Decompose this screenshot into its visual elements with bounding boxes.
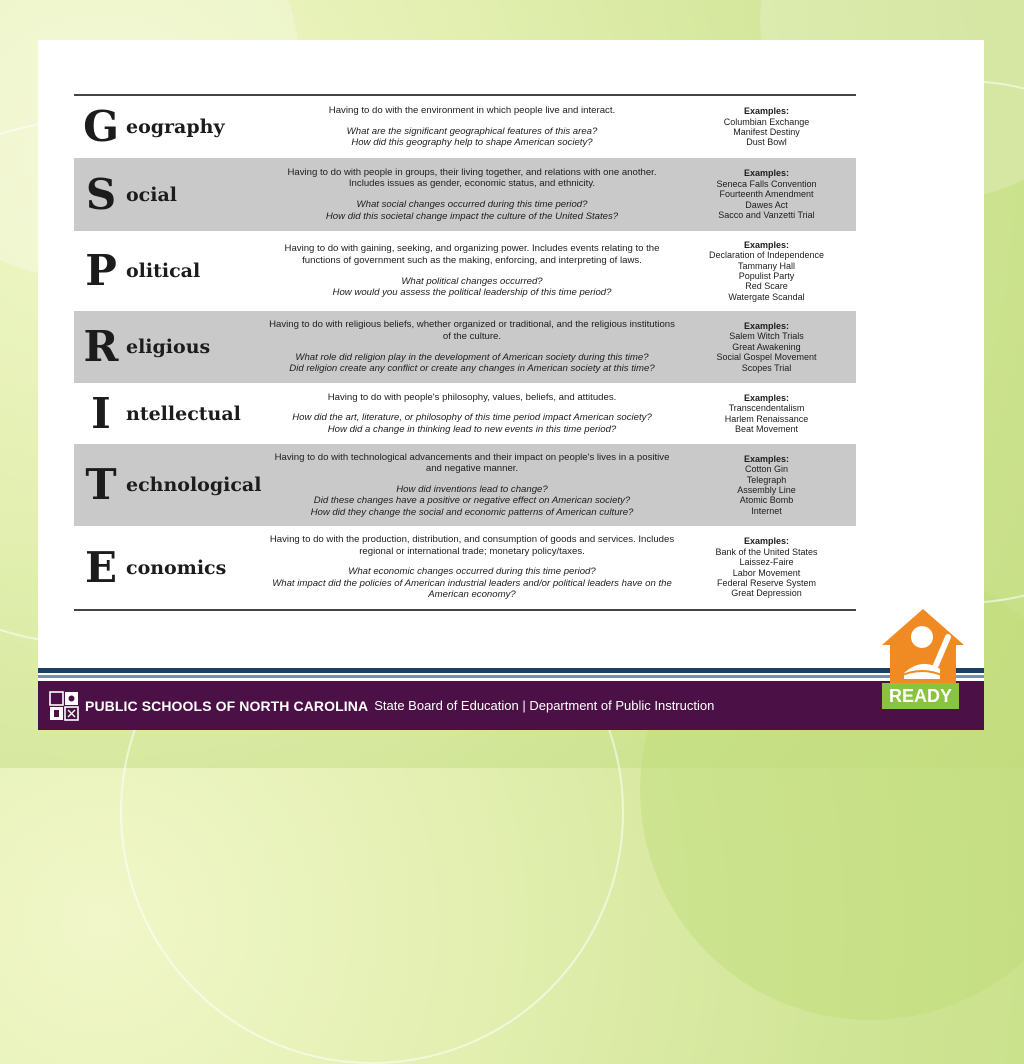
examples-heading: Examples:	[743, 106, 790, 117]
theme-term	[74, 169, 267, 219]
examples-list	[677, 321, 856, 373]
table-row	[74, 383, 856, 444]
guiding-question: What are the significant geographical features of this area?	[346, 125, 598, 137]
theme-initial-letter: I	[91, 388, 111, 438]
table-row	[74, 526, 856, 609]
example-item: Populist Party	[738, 271, 795, 281]
guiding-question: What role did religion play in the development of American society during this time?	[295, 351, 649, 363]
footer-org-name: PUBLIC SCHOOLS OF NORTH CAROLINA	[85, 697, 369, 714]
guiding-question: How would you assess the political leadership of this time period?	[332, 287, 612, 299]
theme-word-rest: eligious	[126, 336, 211, 358]
footer-subtitle: State Board of Education | Department of Public Instruction	[374, 698, 715, 713]
guiding-question: How did the art, literature, or philosophy of this time period impact American society?	[292, 412, 652, 424]
example-item: Scopes Trial	[741, 362, 792, 373]
footer-bar	[38, 681, 984, 730]
theme-term	[74, 460, 267, 509]
theme-definition: Having to do with the environment in which people live and interact.	[328, 105, 616, 117]
guiding-question: How did inventions lead to change?	[396, 483, 548, 495]
examples-heading: Examples:	[743, 536, 790, 547]
theme-word-rest: conomics	[126, 556, 227, 579]
theme-description	[267, 392, 677, 436]
theme-term	[74, 542, 267, 592]
theme-initial-letter: T	[85, 460, 117, 509]
example-item: Great Depression	[731, 588, 802, 599]
example-item: Seneca Falls Convention	[716, 178, 817, 189]
example-item: Bank of the United States	[715, 546, 818, 557]
example-item: Internet	[751, 505, 782, 516]
slide-panel	[38, 40, 984, 730]
guiding-question: What political changes occurred?	[401, 275, 543, 287]
example-item: Social Gospel Movement	[716, 352, 817, 363]
theme-initial-letter: R	[83, 322, 119, 371]
guiding-question: How did this geography help to shape American society?	[351, 137, 593, 149]
footer-divider	[38, 668, 984, 678]
example-item: Dawes Act	[745, 199, 788, 210]
table-row	[74, 158, 856, 231]
theme-definition: Having to do with people's philosophy, values, beliefs, and attitudes.	[327, 391, 617, 403]
ready-logo	[878, 607, 968, 715]
example-item: Columbian Exchange	[723, 116, 810, 127]
theme-description	[267, 243, 677, 298]
guiding-question: Did these changes have a positive or negative effect on American society?	[313, 495, 631, 507]
theme-word-rest: echnological	[126, 474, 262, 496]
theme-definition: Having to do with the production, distribution, and consumption of goods and services. Includes regional or international trade; monetary policy/taxes.	[269, 534, 675, 557]
examples-list	[677, 106, 856, 148]
theme-term	[74, 388, 267, 438]
examples-heading: Examples:	[743, 168, 790, 179]
example-item: Dust Bowl	[746, 137, 787, 148]
guiding-question: What social changes occurred during this time period?	[356, 199, 588, 210]
table-row	[74, 444, 856, 526]
guiding-question: What economic changes occurred during this time period?	[348, 566, 596, 578]
theme-initial-letter: E	[84, 542, 117, 592]
example-item: Great Awakening	[732, 341, 801, 352]
ready-house-icon	[878, 607, 968, 687]
theme-description	[267, 105, 677, 149]
example-item: Telegraph	[746, 474, 787, 485]
examples-list	[677, 454, 856, 516]
table-row	[74, 96, 856, 158]
examples-heading: Examples:	[743, 453, 790, 464]
guiding-question: How did they change the social and economic patterns of American culture?	[310, 506, 634, 518]
theme-description	[267, 319, 677, 374]
example-item: Laissez-Faire	[739, 557, 794, 568]
theme-term	[74, 102, 267, 151]
theme-definition: Having to do with religious beliefs, whether organized or traditional, and the religious institutions of the culture.	[269, 319, 675, 342]
theme-word-rest: ocial	[126, 183, 177, 206]
theme-definition: Having to do with technological advancements and their impact on people's lives in a positive and negative manner.	[274, 451, 670, 475]
guiding-question: How did this societal change impact the culture of the United States?	[325, 210, 619, 222]
theme-initial-letter: P	[85, 246, 117, 295]
example-item: Salem Witch Trials	[729, 331, 804, 342]
spirite-table	[74, 94, 856, 611]
example-item: Cotton Gin	[744, 464, 789, 475]
table-row	[74, 311, 856, 383]
examples-list	[677, 168, 856, 220]
theme-term	[74, 322, 267, 371]
example-item: Atomic Bomb	[739, 495, 794, 506]
theme-word-rest: eography	[126, 116, 225, 138]
table-row	[74, 231, 856, 311]
examples-list	[677, 393, 856, 435]
example-item: Federal Reserve System	[716, 577, 817, 588]
example-item: Tammany Hall	[737, 260, 795, 271]
theme-word-rest: olitical	[126, 260, 201, 282]
example-item: Watergate Scandal	[728, 291, 805, 302]
example-item: Sacco and Vanzetti Trial	[718, 210, 815, 221]
example-item: Harlem Renaissance	[724, 413, 809, 424]
theme-description	[267, 452, 677, 519]
examples-list	[677, 536, 856, 598]
nc-public-schools-logo-icon	[49, 691, 79, 721]
example-item: Labor Movement	[732, 567, 801, 578]
theme-word-rest: ntellectual	[126, 402, 241, 425]
examples-heading: Examples:	[743, 239, 790, 250]
theme-definition: Having to do with gaining, seeking, and organizing power. Includes events relating to the functions of government such as the making, enforcing, and interpreting of laws.	[284, 243, 660, 266]
theme-definition: Having to do with people in groups, their living together, and relations with one another. Includes issues as gender, economic status, and ethnicity.	[287, 166, 657, 190]
theme-description	[267, 167, 677, 222]
example-item: Transcendentalism	[728, 403, 805, 414]
example-item: Declaration of Independence	[708, 250, 825, 261]
guiding-question: How did a change in thinking lead to new events in this time period?	[327, 423, 617, 435]
guiding-question: What impact did the policies of American industrial leaders and/or political leaders have on the American economy?	[272, 577, 672, 601]
example-item: Manifest Destiny	[733, 127, 800, 137]
example-item: Beat Movement	[734, 423, 799, 434]
examples-heading: Examples:	[743, 392, 790, 403]
example-item: Fourteenth Amendment	[719, 189, 814, 200]
example-item: Assembly Line	[737, 485, 796, 495]
examples-list	[677, 240, 856, 302]
theme-initial-letter: G	[83, 102, 119, 151]
theme-description	[267, 534, 677, 601]
example-item: Red Scare	[745, 281, 788, 292]
examples-heading: Examples:	[743, 320, 790, 331]
ready-label: READY	[882, 683, 959, 709]
guiding-question: Did religion create any conflict or create any changes in American society at this time?	[289, 363, 655, 375]
theme-term	[74, 246, 267, 295]
theme-initial-letter: S	[85, 169, 117, 219]
